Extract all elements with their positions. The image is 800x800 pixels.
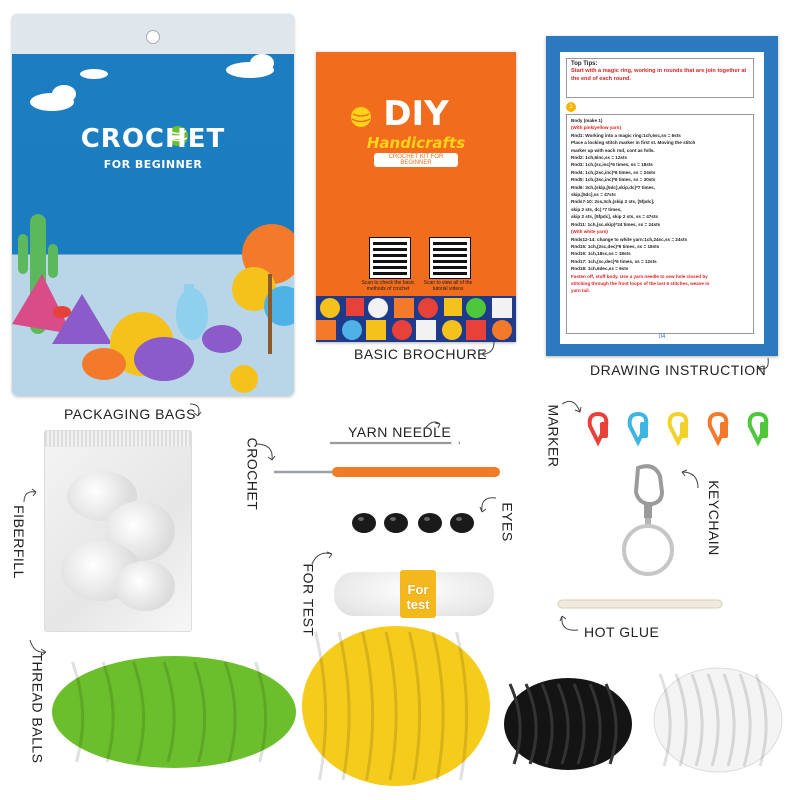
thread-ball: [654, 668, 782, 772]
curved-arrow-icon: [560, 396, 586, 418]
instruction-line: Rnd6: 3ch,(skip,[5dc],skip,dc)*7 times,: [571, 184, 655, 190]
curved-arrow-icon: [476, 340, 496, 360]
instruction-line: Rnd1: Working into a magic ring:1ch,6sc,ss = 6sts: [571, 132, 681, 138]
curved-arrow-icon: [308, 546, 336, 570]
instruction-line: Rnds7-10: 2ss,3ch,(skip 2 sts, [5fpdc],: [571, 199, 655, 205]
qr-code-videos: [430, 238, 470, 278]
instruction-line: (With white yarn): [571, 229, 608, 235]
label-yarn-needle: YARN NEEDLE: [348, 424, 452, 440]
bag-illustration: [12, 14, 294, 396]
instruction-line: skip,[5dc],ss = 47sts: [571, 192, 616, 198]
label-hot-glue: HOT GLUE: [584, 624, 660, 640]
thread-ball: [302, 626, 490, 786]
bag-subtitle: FOR BEGINNER: [103, 158, 203, 171]
instruction-line: skip 2 sts, dc) *7 times,: [571, 206, 622, 212]
crochet-hook: [272, 464, 504, 480]
basic-brochure: [316, 52, 516, 342]
stitch-marker: [670, 414, 688, 442]
keychain: [612, 462, 686, 580]
packaging-bag: [12, 14, 294, 396]
instruction-line: Rnd3: 1ch,(sc,inc)*6 times, ss = 18sts: [571, 162, 653, 168]
label-for-test: FOR TEST: [300, 563, 317, 637]
instruction-line: marker up with each rnd, cont as folls.: [571, 147, 655, 153]
yarn-ball-icon: [350, 106, 372, 128]
instruction-line: Rnd16: 1ch,18sc,ss = 18sts: [571, 251, 631, 257]
curved-arrow-icon: [422, 416, 442, 436]
top-tips-box: [566, 58, 754, 98]
label-crochet: CROCHET: [244, 437, 261, 511]
instruction-line: Rnd4: 1ch,(2sc,inc)*6 times, ss = 24sts: [571, 169, 656, 175]
stitch-marker: [630, 414, 648, 442]
brochure-title: DIY: [383, 94, 449, 134]
brochure-subtitle: Handicrafts: [366, 134, 466, 152]
stitch-marker: [590, 414, 608, 442]
safety-eyes: [350, 510, 480, 536]
thread-ball: [504, 678, 632, 770]
curved-arrow-icon: [476, 494, 500, 518]
curved-arrow-icon: [678, 468, 702, 492]
bag-seal: [45, 431, 191, 447]
instruction-line: Rnd15: 1ch,(2sc,dec)*6 times, ss = 18sts: [571, 243, 660, 249]
fiberfill-bag: [44, 430, 192, 632]
instruction-line: Rnd18: 1ch,6dec,ss = 6sts: [571, 266, 629, 272]
instruction-line: Fasten off, stuff body. Use a yarn needle to sew hole closed by: [571, 273, 708, 279]
drawing-instruction-card: [546, 36, 778, 356]
label-basic-brochure: BASIC BROCHURE: [354, 346, 488, 362]
instruction-line: stitching through the front loops of the last 6 stitches, weave in: [571, 280, 710, 286]
step-badge: 1: [566, 102, 576, 112]
curved-arrow-icon: [20, 486, 40, 506]
label-fiberfill: FIBERFILL: [10, 505, 27, 579]
test-yarn-band: [400, 570, 436, 618]
instruction-page: [560, 52, 764, 344]
instruction-line: Rnds12-14: change to white yarn:1ch,24sc,ss = 24sts: [571, 236, 688, 242]
instruction-line: Place a locking stitch marker in first st. Moving the stitch: [571, 140, 696, 146]
label-drawing-instruction: DRAWING INSTRUCTION: [590, 362, 767, 378]
label-eyes: EYES: [499, 502, 516, 542]
pattern-instructions: [566, 114, 754, 334]
qr-caption-videos: Scan to view all of the tutorial videos: [423, 280, 473, 292]
qr-code-basic: [370, 238, 410, 278]
top-tips-title: Top Tips:: [571, 61, 598, 67]
instruction-line: Rnd2: 1ch,6inc,ss = 12sts: [571, 155, 628, 161]
curved-arrow-icon: [752, 356, 772, 376]
page-number: 04: [658, 334, 666, 340]
instruction-line: Rnd17: 1ch,(sc,dec)*6 times, ss = 12sts: [571, 258, 657, 264]
stitch-markers: [584, 408, 800, 454]
bag-title: CROCHET: [80, 124, 226, 154]
instruction-line: Body (make 1): [571, 118, 603, 123]
label-marker: MARKER: [545, 404, 562, 468]
thread-ball: [52, 656, 296, 768]
brochure-kit-line: CROCHET KIT FOR BEGINNER: [374, 153, 458, 167]
curved-arrow-icon: [252, 440, 282, 466]
qr-caption-basic: Scan to check the basic methods of crochet: [361, 280, 415, 292]
yarn-needle: [328, 438, 464, 448]
label-thread-balls: THREAD BALLS: [29, 652, 46, 764]
label-packaging-bags: PACKAGING BAGS: [64, 406, 196, 422]
instruction-line: yarn tail.: [571, 288, 590, 294]
instruction-line: skip 2 sts, [5fpdc], skip 2 sts, ss = 47sts: [571, 214, 658, 220]
label-keychain: KEYCHAIN: [705, 480, 722, 556]
top-tips-text: Start with a magic ring, working in rounds that are join together at the end of each round.: [571, 68, 747, 82]
instruction-line: Rnd5: 1ch,(3sc,inc)*6 times, ss = 30sts: [571, 177, 656, 183]
hot-glue-stick: [556, 598, 724, 610]
thread-balls: [0, 620, 800, 800]
fiberfill-fluff: [115, 561, 175, 611]
curved-arrow-icon: [188, 400, 208, 420]
stitch-marker: [750, 414, 768, 442]
brochure-pattern: [316, 296, 516, 342]
stitch-marker: [710, 414, 728, 442]
instruction-line: (With pink/yellow yarn): [571, 125, 621, 131]
test-yarn-band-text: For test: [406, 582, 430, 612]
instruction-line: Rnd11: 1ch,(sc,skip)*24 times, ss = 24sts: [571, 221, 661, 227]
